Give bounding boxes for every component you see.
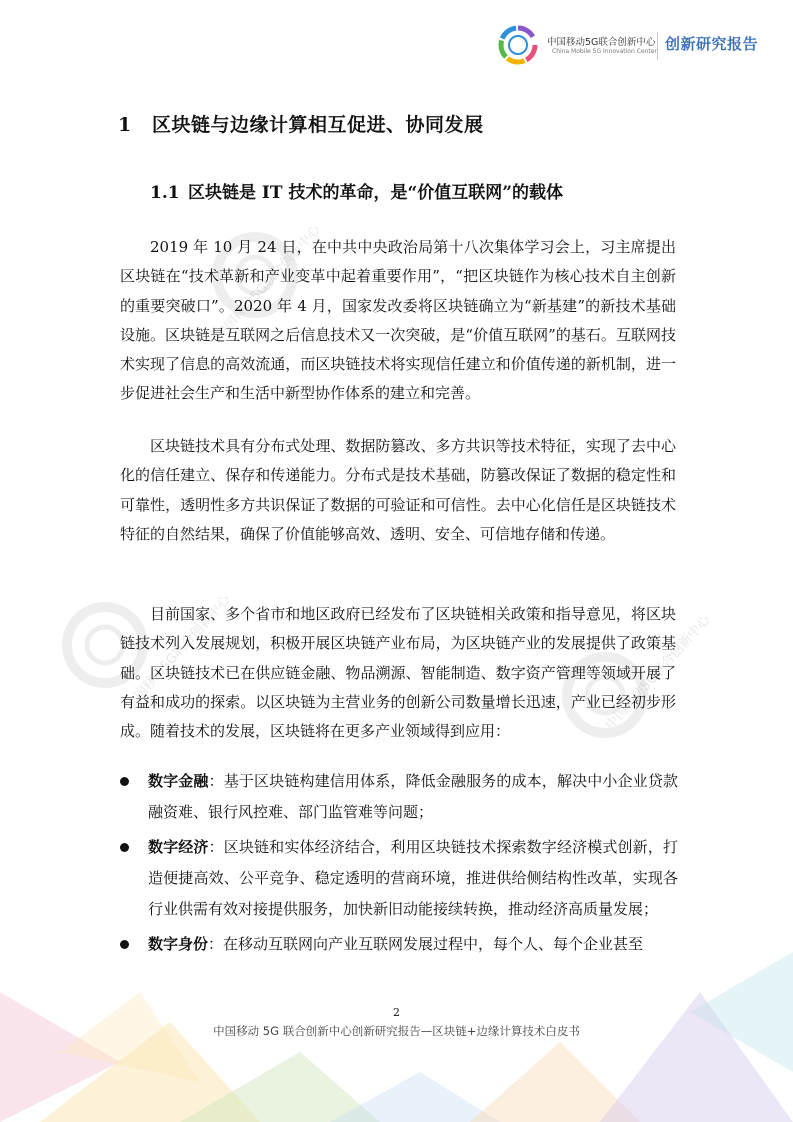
section-heading <box>118 110 484 137</box>
header-divider <box>657 32 658 60</box>
watermark-text: 中国移动5G联合创新中心 <box>122 592 234 713</box>
watermark-text: 中国移动5G联合创新中心 <box>602 612 714 733</box>
list-item-separator: ： <box>208 935 224 953</box>
list-item-text: 区块链和实体经济结合，利用区块链技术探索数字经济模式创新，打造便捷高效、公平竞争、稳定透明的营商环境，推进供给侧结构性改革，实现各行业供需有效对接提供服务，加快新旧动能接续转换，推动经济高质量发展； <box>148 838 678 918</box>
china-mobile-5g-logo-icon <box>497 24 539 66</box>
bullet-icon <box>120 777 129 786</box>
page-header <box>497 20 757 70</box>
body-paragraph: 目前国家、多个省市和地区政府已经发布了区块链相关政策和指导意见，将区块链技术列入发展规划，积极开展区块链产业布局，为区块链产业的发展提供了政策基础。区块链技术已在供应链金融、物品溯源、智能制造、数字资产管理等领域开展了有益和成功的探索。以区块链为主营业务的创新公司数量增长迅速，产业已经初步形成。随着技术的发展，区块链将在更多产业领域得到应用： <box>120 605 676 741</box>
list-item-term: 数字身份 <box>148 935 209 953</box>
body-paragraph: 区块链技术具有分布式处理、数据防篡改、多方共识等技术特征，实现了去中心化的信任建立、保存和传递能力。分布式是技术基础，防篡改保证了数据的稳定性和可靠性，透明性多方共识保证了数据的可验证和可信性。去中心化信任是区块链技术特征的自然结果，确保了价值能够高效、透明、安全、可信地存储和传递。 <box>120 437 676 543</box>
bullet-icon <box>120 843 129 852</box>
bullet-icon <box>120 940 129 949</box>
list-item-separator: ： <box>208 772 224 790</box>
list-item <box>118 929 678 960</box>
report-type-label: 创新研究报告 <box>665 35 759 53</box>
body-paragraph: 2019 年 10 月 24 日，在中共中央政治局第十八次集体学习会上，习主席提出区块链在“技术革新和产业变革中起着重要作用”，“把区块链作为核心技术自主创新的重要突破口”。2020 年 4 月，国家发改委将区块链确立为“新基建”的新技术基础设施。区块链是互联网之后信息技术又一次突破，是“价值互联网”的基石。互联网技术实现了信息的高效流通，而区块链技术将实现信任建立和价值传递的新机制，进一步促进社会生产和生活中新型协作体系的建立和完善。 <box>120 238 676 403</box>
list-item <box>118 832 678 925</box>
page-number: 2 <box>393 1006 400 1019</box>
watermark-text: 中国移动5G联合创新中心 <box>212 222 324 343</box>
page-footer: 中国移动 5G 联合创新中心创新研究报告—区块链+边缘计算技术白皮书 <box>213 1024 580 1038</box>
subsection-heading <box>150 178 563 203</box>
list-item <box>118 766 678 828</box>
brand-name: 中国移动5G联合创新中心 <box>547 37 656 48</box>
list-item-separator: ： <box>208 838 224 856</box>
section-title: 区块链与边缘计算相互促进、协同发展 <box>152 114 484 136</box>
application-list <box>118 766 678 960</box>
list-item-term: 数字金融 <box>148 772 209 790</box>
list-item-text: 在移动互联网向产业互联网发展过程中，每个人、每个企业甚至 <box>223 935 644 953</box>
subsection-number: 1.1 <box>150 183 180 203</box>
subsection-title: 区块链是 IT 技术的革命，是“价值互联网”的载体 <box>188 183 563 203</box>
section-number: 1 <box>118 114 132 136</box>
brand-name-en: China Mobile 5G Innovation Center <box>552 48 657 55</box>
list-item-text: 基于区块链构建信用体系，降低金融服务的成本，解决中小企业贷款融资难、银行风控难、部门监管难等问题； <box>148 772 678 821</box>
list-item-term: 数字经济 <box>148 838 209 856</box>
